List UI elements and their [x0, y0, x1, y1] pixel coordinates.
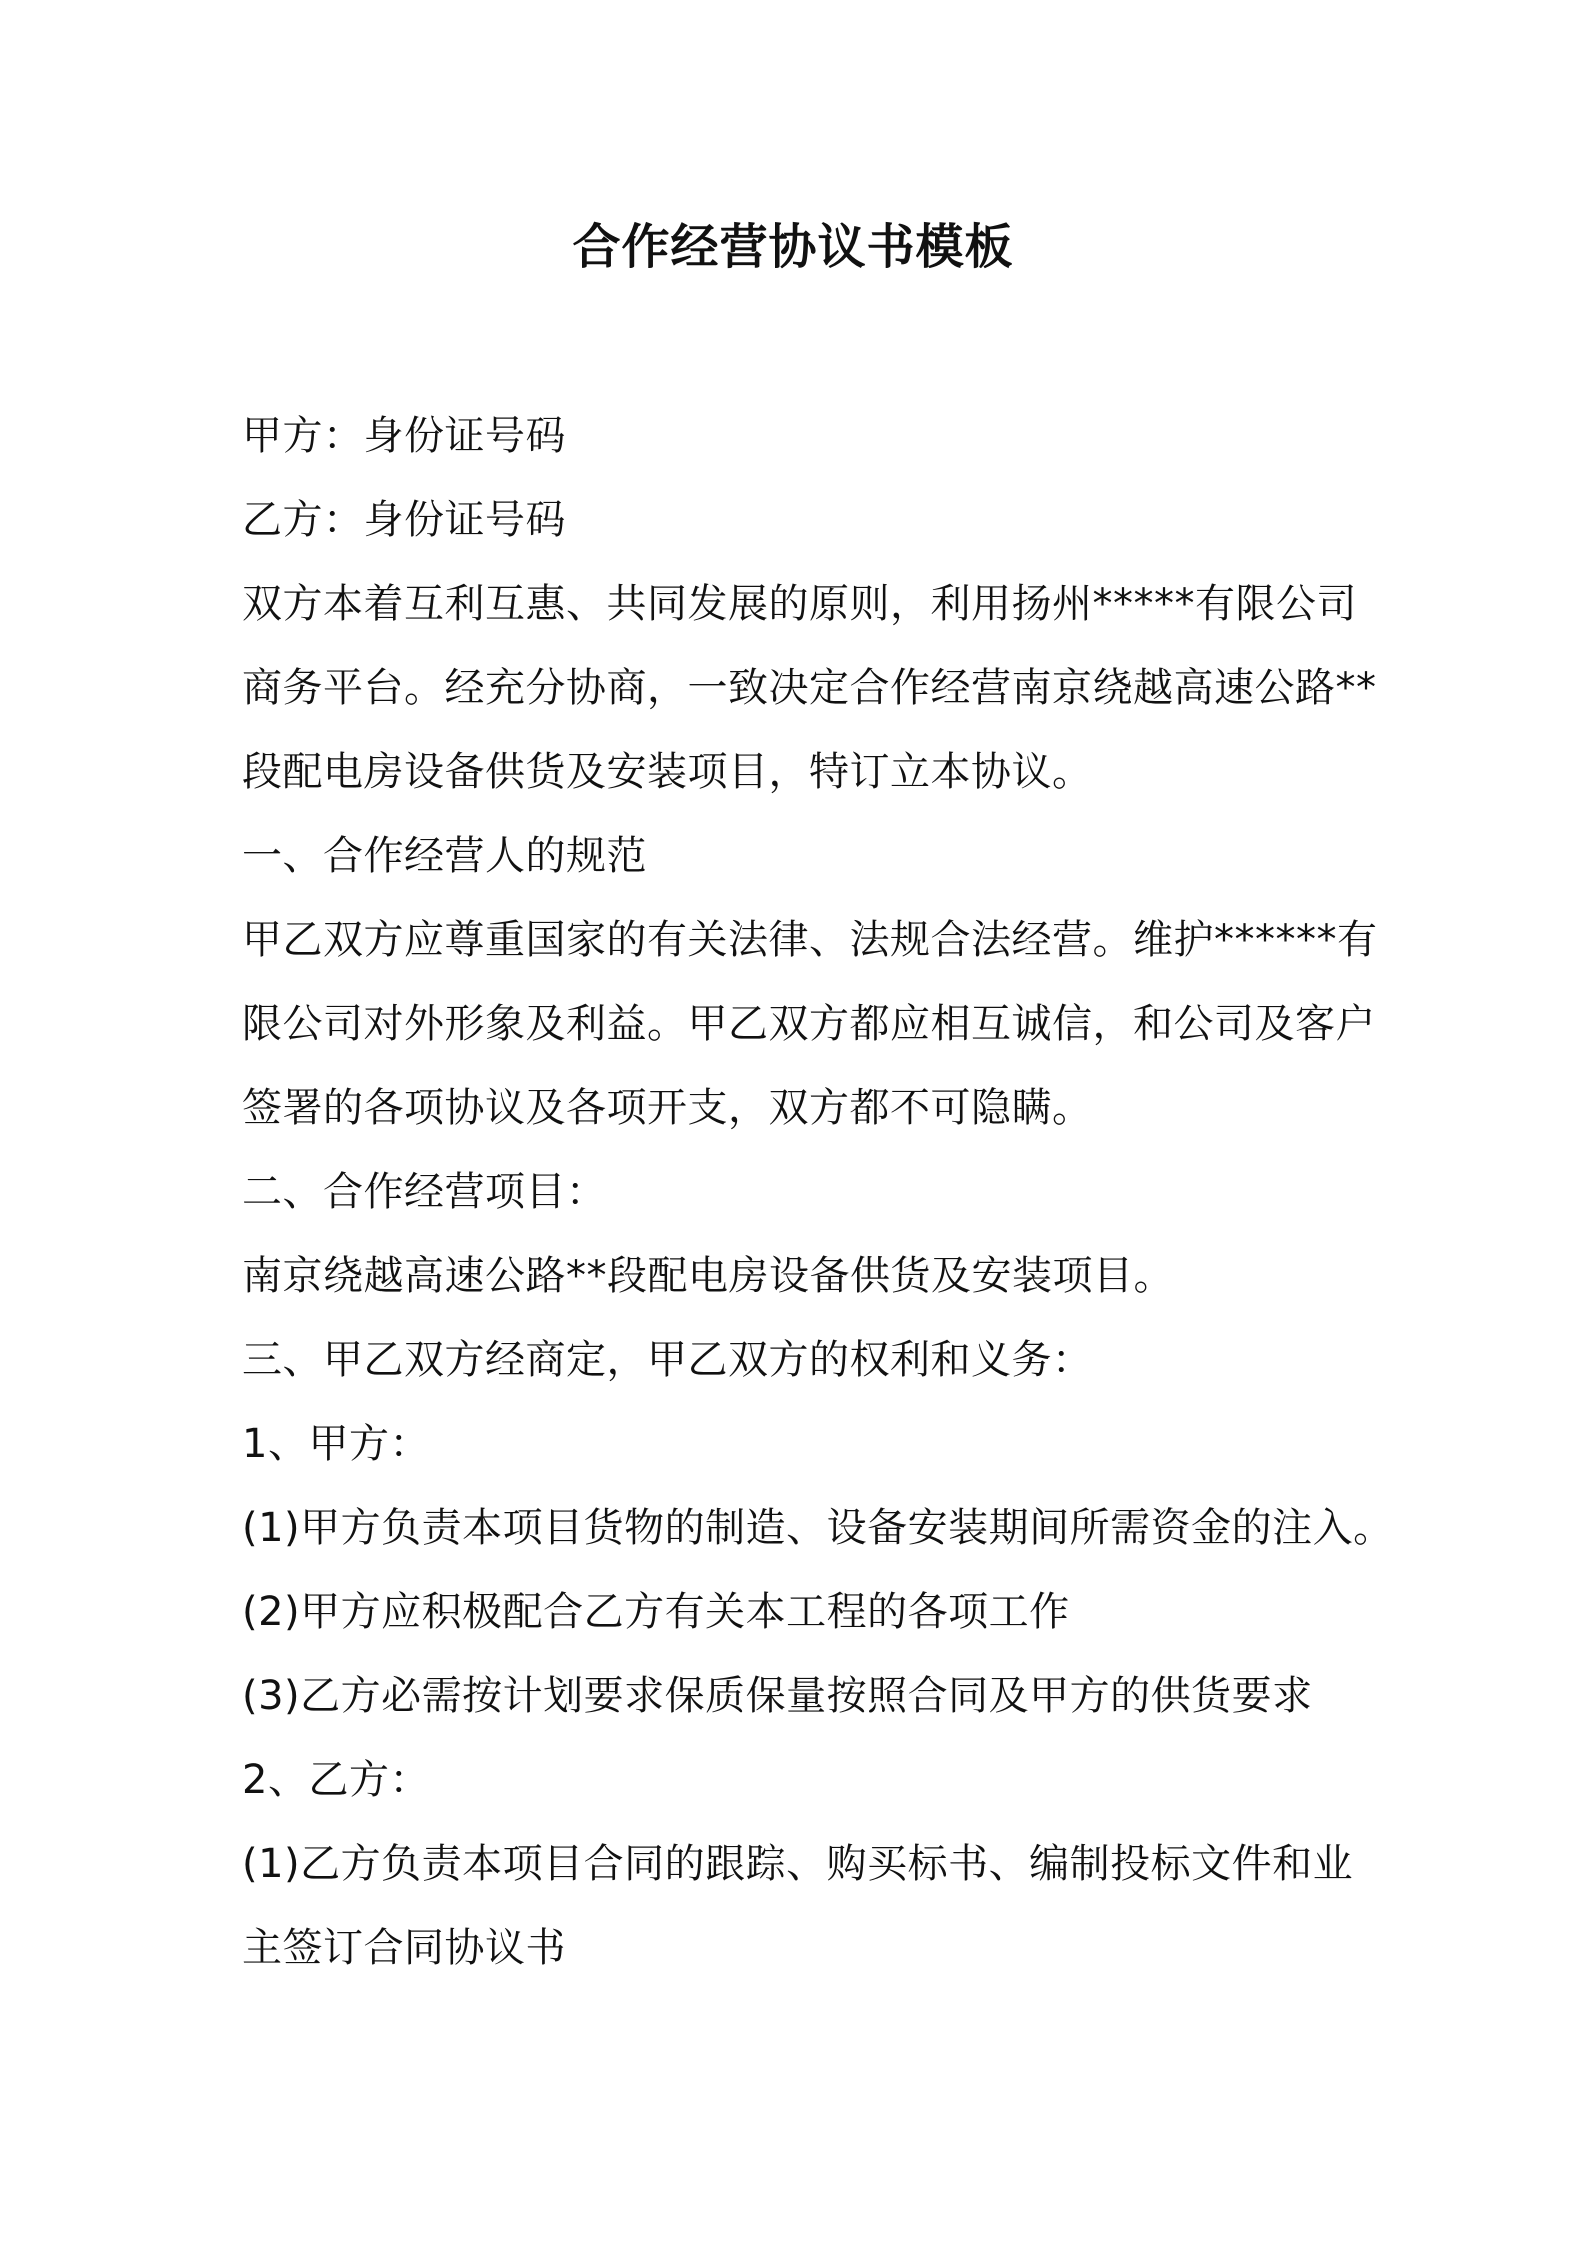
- section-1-line-3: 签署的各项协议及各项开支，双方都不可隐瞒。: [242, 1085, 1093, 1131]
- section-1-heading: 一、合作经营人的规范: [242, 833, 647, 879]
- section-2-line-1: 南京绕越高速公路**段配电房设备供货及安装项目。: [242, 1253, 1174, 1299]
- section-1-line-1: 甲乙双方应尊重国家的有关法律、法规合法经营。维护******有: [242, 917, 1378, 963]
- party-a-subheading: 1、甲方：: [242, 1421, 430, 1467]
- party-a-item-2: (2)甲方应积极配合乙方有关本工程的各项工作: [242, 1589, 1070, 1635]
- preamble-line-1: 双方本着互利互惠、共同发展的原则，利用扬州*****有限公司: [242, 581, 1357, 627]
- section-3-heading: 三、甲乙双方经商定，甲乙双方的权利和义务：: [242, 1337, 1093, 1383]
- section-1-line-2: 限公司对外形象及利益。甲乙双方都应相互诚信，和公司及客户: [242, 1001, 1376, 1047]
- document-title: 合作经营协议书模板: [572, 219, 1014, 275]
- party-a-item-3: (3)乙方必需按计划要求保质保量按照合同及甲方的供货要求: [242, 1673, 1313, 1719]
- party-b-line: 乙方：身份证号码: [242, 497, 566, 543]
- preamble-line-2: 商务平台。经充分协商，一致决定合作经营南京绕越高速公路**: [242, 665, 1377, 711]
- preamble-line-3: 段配电房设备供货及安装项目，特订立本协议。: [242, 749, 1093, 795]
- party-a-line: 甲方：身份证号码: [242, 413, 566, 459]
- section-2-heading: 二、合作经营项目：: [242, 1169, 607, 1215]
- party-b-item-1-line-1: (1)乙方负责本项目合同的跟踪、购买标书、编制投标文件和业: [242, 1841, 1354, 1887]
- party-a-item-1: (1)甲方负责本项目货物的制造、设备安装期间所需资金的注入。: [242, 1505, 1394, 1551]
- party-b-item-1-line-2: 主签订合同协议书: [242, 1925, 566, 1971]
- party-b-subheading: 2、乙方：: [242, 1757, 430, 1803]
